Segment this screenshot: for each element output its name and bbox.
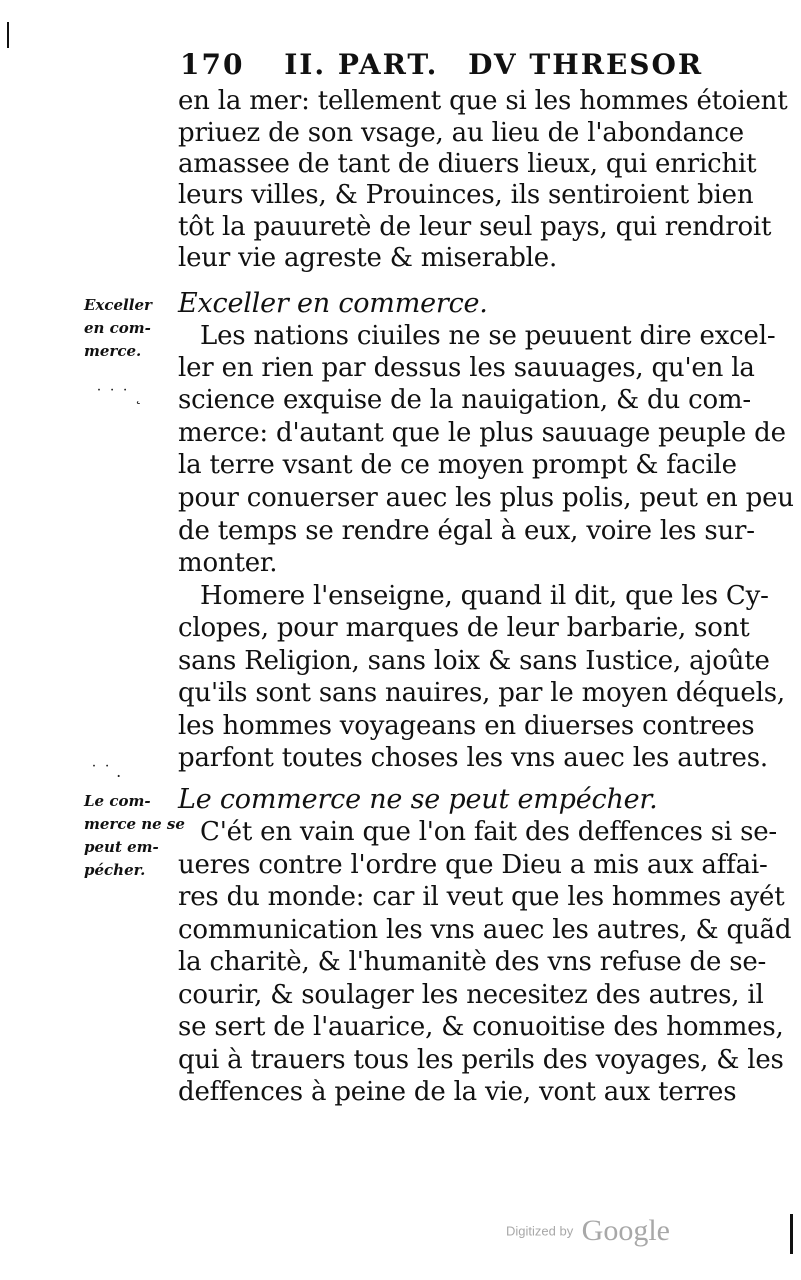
text-line: priuez de son vsage, au lieu de l'abondance [178, 118, 744, 148]
margin-note-line: peut em- [84, 838, 159, 856]
text-line: sans Religion, sans loix & sans Iustice, ajoûte [178, 646, 770, 676]
margin-note-commerce [84, 790, 185, 882]
text-line: monter. [178, 548, 278, 578]
margin-note-line: Le com- [84, 792, 151, 810]
scan-speck: ˙ ˙ . [90, 762, 122, 781]
margin-note-line: en com- [84, 319, 151, 337]
margin-note-line: merce ne se [84, 815, 185, 833]
text-line: C'ét en vain que l'on fait des deffences si se- [200, 817, 778, 847]
margin-note-line: pécher. [84, 861, 146, 879]
text-line: res du monde: car il veut que les hommes ayét [178, 882, 785, 912]
text-line: qui à trauers tous les perils des voyages, & les [178, 1045, 784, 1075]
text-line: Homere l'enseigne, quand il dit, que les Cy- [200, 581, 769, 611]
text-line: communication les vns auec les autres, & quãd [178, 915, 792, 945]
part-label: II. PART. [284, 48, 439, 81]
scan-speck: ˙ ˙ ˙ ˛ [95, 386, 143, 405]
text-line: science exquise de la nauigation, & du com- [178, 385, 751, 415]
google-logo-text: Google [581, 1214, 670, 1247]
scan-edge-mark [7, 22, 9, 48]
text-line: ueres contre l'ordre que Dieu a mis aux affai- [178, 850, 768, 880]
text-line: de temps se rendre égal à eux, voire les sur- [178, 516, 755, 546]
page-number: 170 [180, 48, 245, 81]
google-watermark [506, 1214, 670, 1248]
text-line: les hommes voyageans en diuerses contrees [178, 711, 755, 741]
margin-note-exceller [84, 294, 176, 363]
text-line: la terre vsant de ce moyen prompt & facile [178, 450, 737, 480]
scan-edge-mark [790, 1214, 793, 1254]
text-line: tôt la pauuretè de leur seul pays, qui rendroit [178, 212, 772, 242]
text-line: amassee de tant de diuers lieux, qui enrichit [178, 149, 757, 179]
section-heading: Exceller en commerce. [178, 288, 488, 319]
text-line: courir, & soulager les necesitez des autres, il [178, 980, 764, 1010]
text-line: Les nations ciuiles ne se peuuent dire excel- [200, 321, 776, 351]
margin-note-line: Exceller [84, 296, 152, 314]
text-line: se sert de l'auarice, & conuoitise des hommes, [178, 1012, 784, 1042]
watermark-small-text: Digitized by [506, 1223, 574, 1239]
text-line: leurs villes, & Prouinces, ils sentiroient bien [178, 180, 754, 210]
text-line: leur vie agreste & miserable. [178, 243, 558, 273]
running-header [180, 48, 710, 81]
text-line: la charitè, & l'humanitè des vns refuse de se- [178, 947, 767, 977]
text-line: ler en rien par dessus les sauuages, qu'en la [178, 353, 755, 383]
text-line: clopes, pour marques de leur barbarie, sont [178, 613, 750, 643]
text-line: parfont toutes choses les vns auec les autres. [178, 743, 768, 773]
text-line: pour conuerser auec les plus polis, peut en peu [178, 483, 794, 513]
section-heading: Le commerce ne se peut empécher. [178, 784, 658, 815]
text-line: deffences à peine de la vie, vont aux terres [178, 1077, 737, 1107]
header-title: DV THRESOR [468, 48, 704, 81]
text-line: en la mer: tellement que si les hommes étoient [178, 86, 788, 116]
text-line: merce: d'autant que le plus sauuage peuple de [178, 418, 786, 448]
margin-note-line: merce. [84, 342, 142, 360]
text-line: qu'ils sont sans nauires, par le moyen déquels, [178, 678, 785, 708]
